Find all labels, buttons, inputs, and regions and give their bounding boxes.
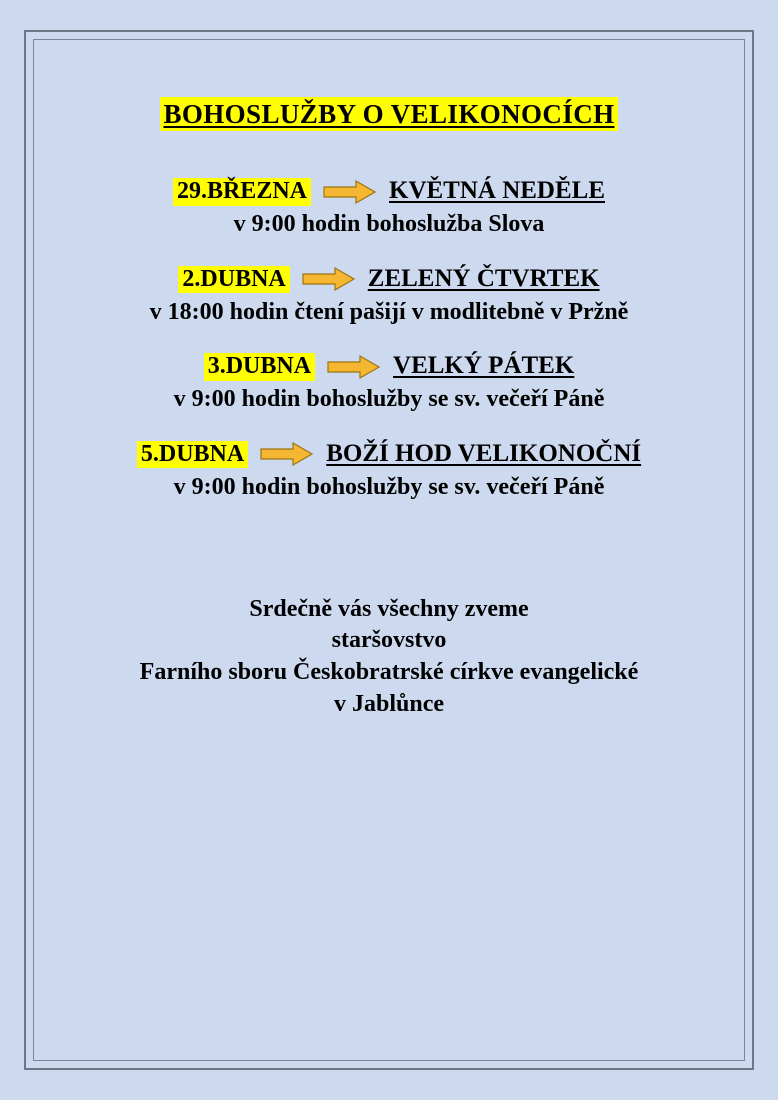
closing-line: Srdečně vás všechny zveme <box>249 595 529 622</box>
arrow-right-icon <box>260 441 314 467</box>
entry-feast: KVĚTNÁ NEDĚLE <box>389 177 606 205</box>
entry-date: 3.DUBNA <box>204 353 315 381</box>
list-item <box>33 177 745 239</box>
arrow-right-icon <box>323 179 377 205</box>
list-item <box>33 440 745 502</box>
entry-date: 29.BŘEZNA <box>173 178 311 206</box>
closing-line: Farního sboru Českobratrské církve evangelické <box>139 659 639 686</box>
entry-feast: BOŽÍ HOD VELIKONOČNÍ <box>326 440 642 468</box>
entry-feast: ZELENÝ ČTVRTEK <box>367 264 600 292</box>
entry-detail: v 9:00 hodin bohoslužby se sv. večeří Páně <box>173 386 605 413</box>
entry-detail: v 18:00 hodin čtení pašijí v modlitebně v Pržně <box>149 298 629 325</box>
arrow-right-icon <box>302 266 356 292</box>
entry-feast: VELKÝ PÁTEK <box>393 352 575 380</box>
service-list <box>33 177 745 501</box>
arrow-right-icon <box>327 354 381 380</box>
list-item <box>33 352 745 414</box>
entry-detail: v 9:00 hodin bohoslužby se sv. večeří Páně <box>173 473 605 500</box>
closing-block <box>33 594 745 722</box>
entry-header <box>33 352 745 381</box>
page-title-wrap <box>33 97 745 131</box>
page-title: BOHOSLUŽBY O VELIKONOCÍCH <box>160 97 617 131</box>
poster-content <box>33 39 745 1061</box>
closing-line: staršovstvo <box>331 627 447 654</box>
entry-date: 2.DUBNA <box>178 266 289 294</box>
entry-header <box>33 177 745 206</box>
entry-header <box>33 440 745 469</box>
list-item <box>33 265 745 327</box>
closing-line: v Jablůnce <box>333 691 444 718</box>
entry-detail: v 9:00 hodin bohoslužba Slova <box>233 211 545 238</box>
entry-header <box>33 265 745 294</box>
entry-date: 5.DUBNA <box>137 441 248 469</box>
